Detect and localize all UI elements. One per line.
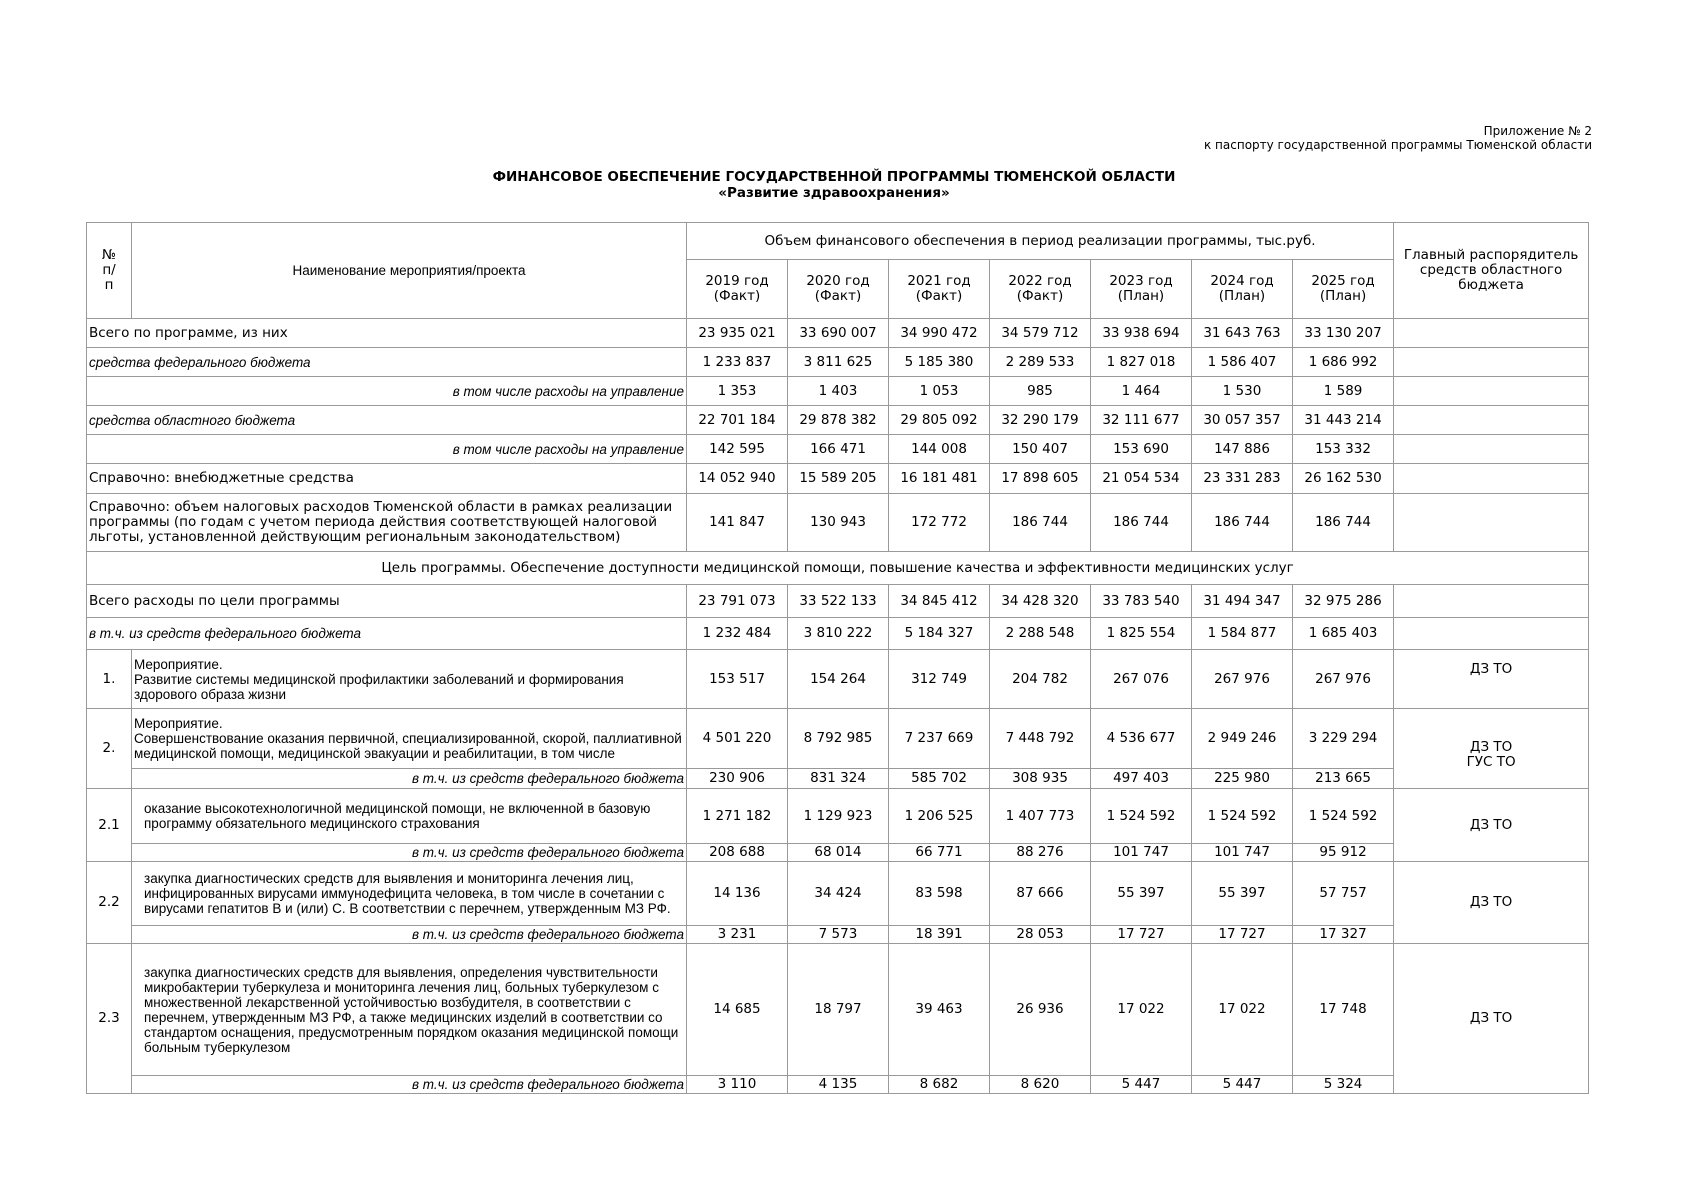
value-cell: 32 111 677 — [1091, 406, 1192, 435]
value-cell: 2 288 548 — [990, 618, 1091, 650]
measure-num: 2.2 — [87, 862, 132, 944]
summary-label: в том числе расходы на управление — [87, 435, 687, 464]
value-cell: 1 586 407 — [1192, 348, 1293, 377]
value-cell: 267 976 — [1293, 650, 1394, 709]
summary-row — [87, 494, 1589, 552]
value-cell: 4 501 220 — [687, 709, 788, 769]
value-cell: 5 324 — [1293, 1076, 1394, 1094]
manager-cell — [1394, 435, 1589, 464]
value-cell: 17 022 — [1192, 944, 1293, 1076]
appendix-line-1: Приложение № 2 — [1483, 124, 1592, 138]
value-cell: 55 397 — [1192, 862, 1293, 926]
value-cell: 166 471 — [788, 435, 889, 464]
manager-cell: ДЗ ТО — [1394, 789, 1589, 862]
value-cell: 172 772 — [889, 494, 990, 552]
value-cell: 153 332 — [1293, 435, 1394, 464]
value-cell: 7 573 — [788, 926, 889, 944]
goal-total-label: в т.ч. из средств федерального бюджета — [87, 618, 687, 650]
value-cell: 186 744 — [1293, 494, 1394, 552]
value-cell: 4 536 677 — [1091, 709, 1192, 769]
value-cell: 15 589 205 — [788, 464, 889, 494]
header-manager: Главный распорядитель средств областного бюджета — [1394, 223, 1589, 319]
summary-row — [87, 377, 1589, 406]
value-cell: 14 052 940 — [687, 464, 788, 494]
manager-cell — [1394, 319, 1589, 348]
value-cell: 17 727 — [1192, 926, 1293, 944]
measure-label: оказание высокотехнологичной медицинской помощи, не включенной в базовую программу обязательного медицинского страхования — [132, 789, 687, 844]
value-cell: 1 233 837 — [687, 348, 788, 377]
value-cell: 8 682 — [889, 1076, 990, 1094]
header-year: 2024 год (План) — [1192, 260, 1293, 319]
value-cell: 150 407 — [990, 435, 1091, 464]
value-cell: 1 825 554 — [1091, 618, 1192, 650]
header-row-1 — [87, 223, 1589, 260]
value-cell: 154 264 — [788, 650, 889, 709]
value-cell: 16 181 481 — [889, 464, 990, 494]
header-year: 2025 год (План) — [1293, 260, 1394, 319]
value-cell: 7 448 792 — [990, 709, 1091, 769]
value-cell: 17 327 — [1293, 926, 1394, 944]
federal-label: в т.ч. из средств федерального бюджета — [132, 1076, 687, 1094]
value-cell: 14 685 — [687, 944, 788, 1076]
value-cell: 5 447 — [1091, 1076, 1192, 1094]
summary-label: средства федерального бюджета — [87, 348, 687, 377]
summary-row — [87, 464, 1589, 494]
value-cell: 213 665 — [1293, 769, 1394, 789]
value-cell: 3 811 625 — [788, 348, 889, 377]
federal-row — [87, 844, 1589, 862]
value-cell: 32 290 179 — [990, 406, 1091, 435]
header-year: 2023 год (План) — [1091, 260, 1192, 319]
measure-label: закупка диагностических средств для выявления, определения чувствительности микробактерии туберкулеза и мониторинга лечения лиц, больных туберкулезом с множественной лекарственной устойчивостью возбудителя, в соответствии с перечнем, утвержденным МЗ РФ, а также медицинских изделий в соответствии со стандартом оснащения, предусмотренным порядком оказания медицинской помощи больным туберкулезом — [132, 944, 687, 1076]
value-cell: 33 783 540 — [1091, 585, 1192, 618]
appendix-line-2: к паспорту государственной программы Тюменской области — [1203, 138, 1592, 152]
value-cell: 31 643 763 — [1192, 319, 1293, 348]
summary-row — [87, 435, 1589, 464]
federal-row — [87, 1076, 1589, 1094]
value-cell: 23 935 021 — [687, 319, 788, 348]
table-body — [87, 223, 1589, 1094]
value-cell: 88 276 — [990, 844, 1091, 862]
federal-label: в т.ч. из средств федерального бюджета — [132, 926, 687, 944]
value-cell: 225 980 — [1192, 769, 1293, 789]
value-cell: 1 685 403 — [1293, 618, 1394, 650]
manager-cell: ДЗ ТО — [1394, 944, 1589, 1094]
value-cell: 3 110 — [687, 1076, 788, 1094]
measure-row — [87, 944, 1589, 1076]
value-cell: 1 589 — [1293, 377, 1394, 406]
value-cell: 130 943 — [788, 494, 889, 552]
measure-label: Мероприятие. Совершенствование оказания первичной, специализированной, скорой, паллиативной медицинской помощи, медицинской эвакуации и реабилитации, в том числе — [132, 709, 687, 769]
value-cell: 230 906 — [687, 769, 788, 789]
manager-cell — [1394, 585, 1589, 618]
summary-label: Справочно: объем налоговых расходов Тюменской области в рамках реализации программы (по годам с учетом периода действия соответствующей налоговой льготы, установленной действующим региональным законодательством) — [87, 494, 687, 552]
value-cell: 31 443 214 — [1293, 406, 1394, 435]
summary-label: в том числе расходы на управление — [87, 377, 687, 406]
summary-row — [87, 348, 1589, 377]
value-cell: 267 976 — [1192, 650, 1293, 709]
federal-label: в т.ч. из средств федерального бюджета — [132, 769, 687, 789]
goal-total-row — [87, 618, 1589, 650]
value-cell: 1 524 592 — [1091, 789, 1192, 844]
value-cell: 26 162 530 — [1293, 464, 1394, 494]
value-cell: 5 184 327 — [889, 618, 990, 650]
value-cell: 33 690 007 — [788, 319, 889, 348]
value-cell: 1 232 484 — [687, 618, 788, 650]
value-cell: 2 289 533 — [990, 348, 1091, 377]
title-line-2: «Развитие здравоохранения» — [718, 185, 950, 201]
value-cell: 66 771 — [889, 844, 990, 862]
value-cell: 57 757 — [1293, 862, 1394, 926]
measure-row — [87, 862, 1589, 926]
goal-total-row — [87, 585, 1589, 618]
value-cell: 1 053 — [889, 377, 990, 406]
value-cell: 83 598 — [889, 862, 990, 926]
value-cell: 1 584 877 — [1192, 618, 1293, 650]
value-cell: 3 231 — [687, 926, 788, 944]
value-cell: 30 057 357 — [1192, 406, 1293, 435]
value-cell: 87 666 — [990, 862, 1091, 926]
value-cell: 33 130 207 — [1293, 319, 1394, 348]
manager-cell: ДЗ ТО ГУС ТО — [1394, 709, 1589, 789]
manager-cell — [1394, 348, 1589, 377]
value-cell: 1 524 592 — [1192, 789, 1293, 844]
header-year: 2021 год (Факт) — [889, 260, 990, 319]
document-title — [0, 169, 1668, 201]
measure-row — [87, 789, 1589, 844]
header-year: 2020 год (Факт) — [788, 260, 889, 319]
value-cell: 144 008 — [889, 435, 990, 464]
value-cell: 34 579 712 — [990, 319, 1091, 348]
value-cell: 208 688 — [687, 844, 788, 862]
value-cell: 985 — [990, 377, 1091, 406]
value-cell: 585 702 — [889, 769, 990, 789]
summary-row — [87, 319, 1589, 348]
goal-total-label: Всего расходы по цели программы — [87, 585, 687, 618]
value-cell: 23 331 283 — [1192, 464, 1293, 494]
value-cell: 7 237 669 — [889, 709, 990, 769]
value-cell: 5 185 380 — [889, 348, 990, 377]
measure-label: Мероприятие. Развитие системы медицинской профилактики заболеваний и формирования здорового образа жизни — [132, 650, 687, 709]
manager-cell — [1394, 406, 1589, 435]
value-cell: 22 701 184 — [687, 406, 788, 435]
value-cell: 8 620 — [990, 1076, 1091, 1094]
summary-label: Справочно: внебюджетные средства — [87, 464, 687, 494]
manager-cell: ДЗ ТО — [1394, 862, 1589, 944]
value-cell: 142 595 — [687, 435, 788, 464]
value-cell: 1 403 — [788, 377, 889, 406]
federal-label: в т.ч. из средств федерального бюджета — [132, 844, 687, 862]
value-cell: 34 428 320 — [990, 585, 1091, 618]
header-volume: Объем финансового обеспечения в период реализации программы, тыс.руб. — [687, 223, 1394, 260]
value-cell: 2 949 246 — [1192, 709, 1293, 769]
value-cell: 1 686 992 — [1293, 348, 1394, 377]
value-cell: 32 975 286 — [1293, 585, 1394, 618]
value-cell: 3 229 294 — [1293, 709, 1394, 769]
header-year: 2019 год (Факт) — [687, 260, 788, 319]
value-cell: 34 845 412 — [889, 585, 990, 618]
value-cell: 18 391 — [889, 926, 990, 944]
value-cell: 5 447 — [1192, 1076, 1293, 1094]
header-name: Наименование мероприятия/проекта — [132, 223, 687, 319]
value-cell: 26 936 — [990, 944, 1091, 1076]
value-cell: 21 054 534 — [1091, 464, 1192, 494]
value-cell: 141 847 — [687, 494, 788, 552]
summary-label: средства областного бюджета — [87, 406, 687, 435]
measure-num: 2. — [87, 709, 132, 789]
value-cell: 68 014 — [788, 844, 889, 862]
header-year: 2022 год (Факт) — [990, 260, 1091, 319]
value-cell: 186 744 — [1091, 494, 1192, 552]
value-cell: 1 530 — [1192, 377, 1293, 406]
value-cell: 497 403 — [1091, 769, 1192, 789]
value-cell: 153 690 — [1091, 435, 1192, 464]
value-cell: 33 938 694 — [1091, 319, 1192, 348]
value-cell: 23 791 073 — [687, 585, 788, 618]
header-num: № п/п — [87, 223, 132, 319]
value-cell: 3 810 222 — [788, 618, 889, 650]
value-cell: 101 747 — [1192, 844, 1293, 862]
value-cell: 55 397 — [1091, 862, 1192, 926]
value-cell: 17 727 — [1091, 926, 1192, 944]
summary-row — [87, 406, 1589, 435]
value-cell: 39 463 — [889, 944, 990, 1076]
measure-label: закупка диагностических средств для выявления и мониторинга лечения лиц, инфицированных вирусами иммунодефицита человека, в том числе в сочетании с вирусами гепатитов В и (или) С. В соответствии с перечнем, утвержденным МЗ РФ. — [132, 862, 687, 926]
value-cell: 1 353 — [687, 377, 788, 406]
value-cell: 31 494 347 — [1192, 585, 1293, 618]
value-cell: 17 898 605 — [990, 464, 1091, 494]
manager-cell — [1394, 494, 1589, 552]
goal-row — [87, 552, 1589, 585]
value-cell: 101 747 — [1091, 844, 1192, 862]
value-cell: 1 407 773 — [990, 789, 1091, 844]
measure-num: 2.1 — [87, 789, 132, 862]
value-cell: 147 886 — [1192, 435, 1293, 464]
measure-row — [87, 709, 1589, 769]
value-cell: 34 990 472 — [889, 319, 990, 348]
value-cell: 29 805 092 — [889, 406, 990, 435]
value-cell: 17 022 — [1091, 944, 1192, 1076]
value-cell: 29 878 382 — [788, 406, 889, 435]
value-cell: 312 749 — [889, 650, 990, 709]
value-cell: 153 517 — [687, 650, 788, 709]
value-cell: 186 744 — [1192, 494, 1293, 552]
measure-num: 1. — [87, 650, 132, 709]
federal-row — [87, 926, 1589, 944]
appendix-note — [1204, 124, 1592, 152]
summary-label: Всего по программе, из них — [87, 319, 687, 348]
value-cell: 4 135 — [788, 1076, 889, 1094]
title-line-1: ФИНАНСОВОЕ ОБЕСПЕЧЕНИЕ ГОСУДАРСТВЕННОЙ ПРОГРАММЫ ТЮМЕНСКОЙ ОБЛАСТИ — [492, 169, 1176, 185]
value-cell: 95 912 — [1293, 844, 1394, 862]
manager-cell — [1394, 464, 1589, 494]
value-cell: 1 524 592 — [1293, 789, 1394, 844]
value-cell: 1 271 182 — [687, 789, 788, 844]
value-cell: 204 782 — [990, 650, 1091, 709]
federal-row — [87, 769, 1589, 789]
value-cell: 14 136 — [687, 862, 788, 926]
measure-row — [87, 650, 1589, 709]
manager-cell — [1394, 618, 1589, 650]
value-cell: 17 748 — [1293, 944, 1394, 1076]
value-cell: 1 129 923 — [788, 789, 889, 844]
value-cell: 33 522 133 — [788, 585, 889, 618]
goal-label: Цель программы. Обеспечение доступности медицинской помощи, повышение качества и эффективности медицинских услуг — [87, 552, 1589, 585]
value-cell: 28 053 — [990, 926, 1091, 944]
value-cell: 8 792 985 — [788, 709, 889, 769]
value-cell: 831 324 — [788, 769, 889, 789]
manager-cell — [1394, 377, 1589, 406]
value-cell: 186 744 — [990, 494, 1091, 552]
value-cell: 267 076 — [1091, 650, 1192, 709]
value-cell: 1 827 018 — [1091, 348, 1192, 377]
value-cell: 34 424 — [788, 862, 889, 926]
value-cell: 18 797 — [788, 944, 889, 1076]
value-cell: 1 464 — [1091, 377, 1192, 406]
manager-cell: ДЗ ТО — [1394, 650, 1589, 709]
measure-num: 2.3 — [87, 944, 132, 1094]
financing-table — [86, 222, 1589, 1094]
value-cell: 308 935 — [990, 769, 1091, 789]
value-cell: 1 206 525 — [889, 789, 990, 844]
